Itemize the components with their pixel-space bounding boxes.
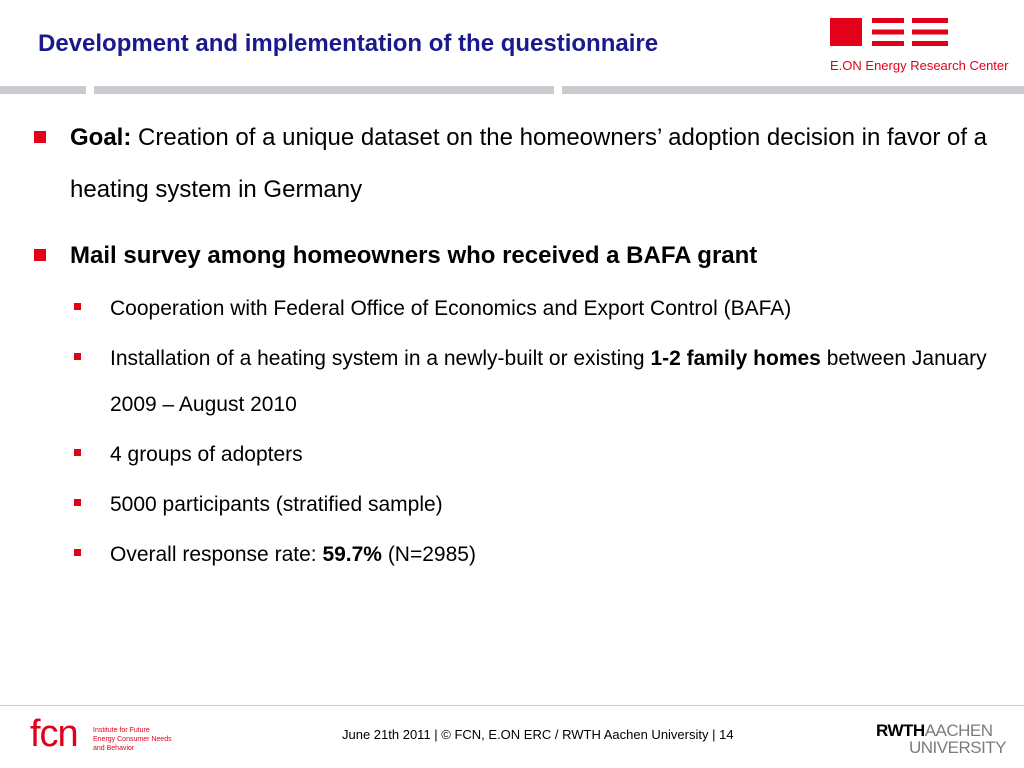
installation-text: Installation of a heating system in a newly-built or existing: [110, 347, 651, 370]
bullet-square-icon: [34, 131, 46, 143]
sub-bullet-square-icon: [74, 499, 81, 506]
sub-bullet-installation: [30, 336, 1010, 428]
response-text: Overall response rate:: [110, 543, 323, 566]
eon-erc-logo-mark-icon: [830, 16, 950, 48]
response-rate-value: 59.7%: [322, 543, 382, 566]
fcn-logo-caption: Institute for Future Energy Consumer Needs and Behavior: [93, 727, 172, 752]
sub-bullet-participants: [30, 482, 1010, 528]
rwth-logo-line2: UNIVERSITY: [909, 738, 1007, 757]
footer-text: June 21th 2011 | © FCN, E.ON ERC / RWTH Aachen University | 14: [342, 727, 734, 742]
fcn-logo-letters: fcn: [30, 713, 78, 755]
page-title: Development and implementation of the questionnaire: [38, 30, 659, 57]
survey-heading: Mail survey among homeowners who received a BAFA grant: [70, 242, 758, 269]
sub-bullet-square-icon: [74, 353, 81, 360]
header-divider-bar: [0, 86, 86, 94]
sub-bullet-response-rate: [30, 532, 1010, 578]
bullet-survey: [30, 230, 1010, 282]
installation-bold-text: 1-2 family homes: [650, 347, 821, 370]
bullet-square-icon: [34, 249, 46, 261]
installation-dates-text: between January 2009 – August 2010: [110, 347, 987, 416]
footer-divider: [0, 705, 1024, 706]
header-divider-bar: [94, 86, 554, 94]
sub-bullet-square-icon: [74, 549, 81, 556]
eon-erc-logo: [830, 16, 1010, 78]
response-n-text: (N=2985): [381, 543, 476, 566]
rwth-logo-strong: RWTH: [876, 721, 925, 740]
sub-bullet-groups: [30, 432, 1010, 478]
header-divider-bar: [562, 86, 1024, 94]
sub-bullet-square-icon: [74, 449, 81, 456]
goal-text: Creation of a unique dataset on the homeowners’ adoption decision in favor of a heating system in Germany: [70, 124, 988, 203]
sub-bullet-square-icon: [74, 303, 81, 310]
participants-text: 5000 participants (stratified sample): [110, 493, 443, 516]
fcn-logo: [30, 712, 180, 756]
eon-erc-logo-text: E.ON Energy Research Center: [830, 58, 1009, 73]
header-divider-bars: [0, 86, 1024, 94]
bullet-goal: [30, 112, 1010, 216]
cooperation-text: Cooperation with Federal Office of Economics and Export Control (BAFA): [110, 297, 792, 320]
slide-body: [30, 112, 1010, 578]
sub-bullet-cooperation: [30, 286, 1010, 332]
rwth-logo-light: AACHEN: [924, 721, 993, 740]
goal-label: Goal:: [70, 124, 132, 151]
rwth-logo: [876, 722, 1006, 758]
groups-text: 4 groups of adopters: [110, 443, 303, 466]
